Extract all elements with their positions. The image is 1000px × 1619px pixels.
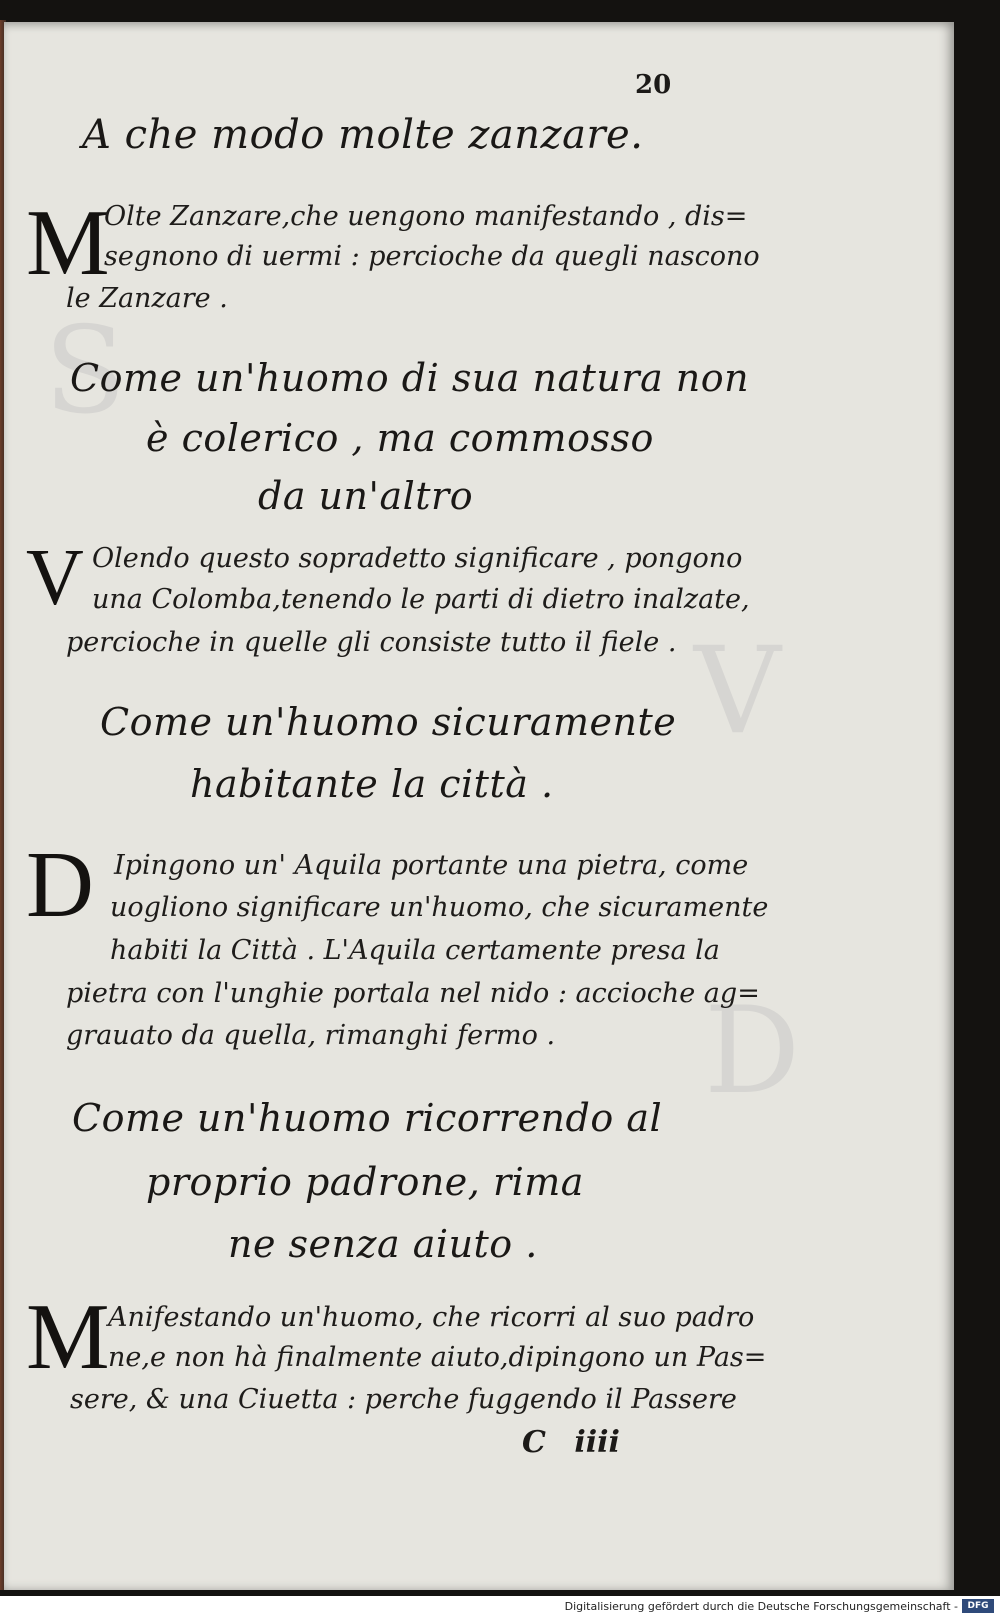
paragraph-line: sere, & una Ciuetta : perche fuggendo il Passere bbox=[70, 1384, 737, 1415]
drop-cap: M bbox=[26, 191, 110, 295]
paragraph-line: habiti la Città . L'Aquila certamente presa la bbox=[110, 935, 720, 966]
section-heading: A che modo molte zanzare. bbox=[82, 112, 644, 158]
signature-mark: C iiii bbox=[522, 1425, 620, 1460]
paragraph-line: pietra con l'unghie portala nel nido : accioche ag= bbox=[66, 978, 760, 1009]
drop-cap: D bbox=[26, 833, 94, 937]
section-heading: Come un'huomo sicuramente bbox=[100, 700, 677, 744]
paragraph-line: Olte Zanzare,che uengono manifestando , dis= bbox=[104, 201, 748, 232]
paragraph-line: una Colomba,tenendo le parti di dietro inalzate, bbox=[92, 584, 750, 615]
paragraph-line: grauato da quella, rimanghi fermo . bbox=[66, 1020, 556, 1051]
section-heading: proprio padrone, rima bbox=[146, 1160, 584, 1204]
bleed-through-shadow: V bbox=[694, 622, 781, 761]
paragraph-line: uogliono significare un'huomo, che sicuramente bbox=[110, 892, 769, 923]
paragraph-line: segnono di uermi : percioche da quegli nascono bbox=[104, 241, 760, 272]
bleed-through-shadow: S bbox=[44, 302, 127, 441]
paragraph-line: ne,e non hà finalmente aiuto,dipingono un Pas= bbox=[108, 1342, 767, 1373]
section-heading: è colerico , ma commosso bbox=[146, 416, 654, 460]
section-heading: da un'altro bbox=[258, 474, 474, 518]
bleed-through-shadow: D bbox=[704, 982, 801, 1121]
section-heading: habitante la città . bbox=[190, 762, 554, 806]
section-heading: ne senza aiuto . bbox=[228, 1222, 538, 1266]
funding-notice: Digitalisierung gefördert durch die Deutsche Forschungsgemeinschaft - bbox=[564, 1600, 958, 1613]
paragraph-line: le Zanzare . bbox=[66, 283, 228, 314]
paragraph-line: Ipingono un' Aquila portante una pietra, come bbox=[114, 850, 749, 881]
scan-margin-right bbox=[954, 22, 1000, 1590]
section-heading: Come un'huomo ricorrendo al bbox=[72, 1096, 663, 1140]
section-heading: Come un'huomo di sua natura non bbox=[70, 356, 750, 400]
drop-cap: V bbox=[26, 534, 84, 622]
paragraph-line: Anifestando un'huomo, che ricorri al suo padro bbox=[108, 1302, 755, 1333]
page-number: 20 bbox=[635, 70, 672, 100]
dfg-logo-icon: DFG bbox=[962, 1599, 994, 1613]
paragraph-line: Olendo questo sopradetto significare , pongono bbox=[92, 543, 743, 574]
paragraph-line: percioche in quelle gli consiste tutto il fiele . bbox=[66, 627, 677, 658]
drop-cap: M bbox=[26, 1285, 110, 1389]
